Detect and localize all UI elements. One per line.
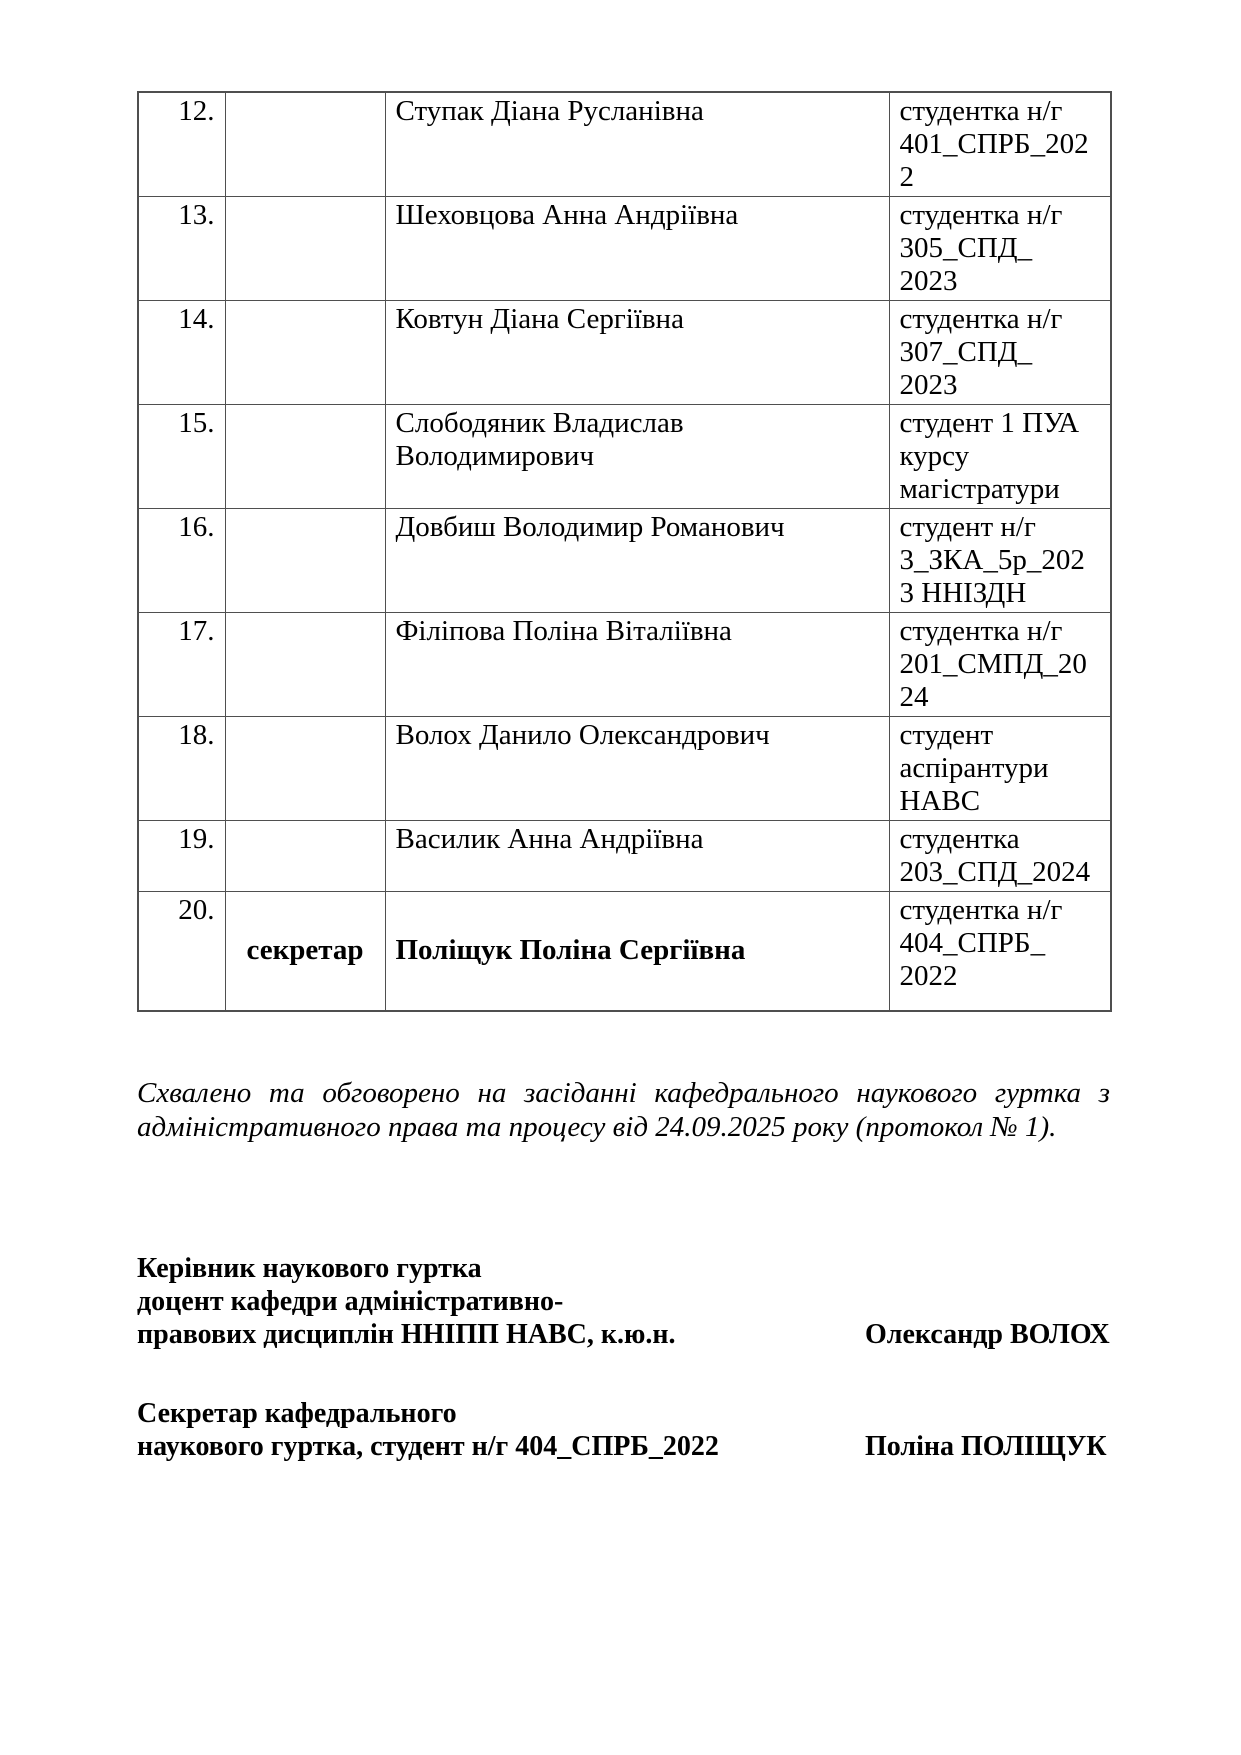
row-role-cell xyxy=(225,197,385,301)
row-group-cell: студент н/г 3_ЗКА_5р_202 3 ННІЗДН xyxy=(889,509,1111,613)
row-name-cell: Слободяник Владислав Володимирович xyxy=(385,405,889,509)
row-name-cell: Волох Данило Олександрович xyxy=(385,717,889,821)
signature-title xyxy=(137,1397,865,1463)
members-table-body xyxy=(138,92,1111,1011)
row-name-cell: Ковтун Діана Сергіївна xyxy=(385,301,889,405)
signature-name: Олександр ВОЛОХ xyxy=(865,1318,1110,1350)
row-number-cell: 17. xyxy=(138,613,225,717)
row-number-cell: 16. xyxy=(138,509,225,613)
row-number-cell: 15. xyxy=(138,405,225,509)
signature-row xyxy=(137,1252,1110,1351)
row-name-cell: Василик Анна Андріївна xyxy=(385,821,889,892)
row-role-cell xyxy=(225,613,385,717)
row-role-cell xyxy=(225,821,385,892)
row-name-cell: Ступак Діана Русланівна xyxy=(385,92,889,197)
row-name-cell: Філіпова Поліна Віталіївна xyxy=(385,613,889,717)
row-group-cell: студент аспірантури НАВС xyxy=(889,717,1111,821)
row-role-cell xyxy=(225,509,385,613)
members-table xyxy=(137,91,1112,1012)
row-role-cell: секретар xyxy=(225,892,385,1011)
row-number-cell: 13. xyxy=(138,197,225,301)
table-row xyxy=(138,717,1111,821)
table-row xyxy=(138,405,1111,509)
row-number-cell: 19. xyxy=(138,821,225,892)
signature-title-line: Секретар кафедрального xyxy=(137,1397,457,1429)
row-number-cell: 14. xyxy=(138,301,225,405)
signature-name: Поліна ПОЛІЩУК xyxy=(865,1430,1107,1462)
row-number-cell: 12. xyxy=(138,92,225,197)
signature-block xyxy=(137,1252,1110,1463)
row-name-cell: Довбиш Володимир Романович xyxy=(385,509,889,613)
row-number-cell: 18. xyxy=(138,717,225,821)
approval-note-line2: адміністративного права та процесу від 24.09.2025 року (протокол № 1). xyxy=(137,1110,1057,1143)
row-group-cell: студент 1 ПУА курсу магістратури xyxy=(889,405,1111,509)
row-name-cell: Поліщук Поліна Сергіївна xyxy=(385,892,889,1011)
row-role-cell xyxy=(225,717,385,821)
table-row xyxy=(138,92,1111,197)
row-role-cell xyxy=(225,301,385,405)
signature-row xyxy=(137,1397,1110,1463)
row-group-cell: студентка н/г 201_СМПД_20 24 xyxy=(889,613,1111,717)
table-row xyxy=(138,892,1111,1011)
approval-note xyxy=(137,1076,1110,1144)
row-group-cell: студентка н/г 401_СПРБ_202 2 xyxy=(889,92,1111,197)
table-row xyxy=(138,821,1111,892)
row-group-cell: студентка н/г 307_СПД_ 2023 xyxy=(889,301,1111,405)
table-row xyxy=(138,301,1111,405)
row-group-cell: студентка н/г 404_СПРБ_ 2022 xyxy=(889,892,1111,1011)
row-group-cell: студентка 203_СПД_2024 xyxy=(889,821,1111,892)
signature-title-line: Керівник наукового гуртка xyxy=(137,1252,482,1284)
table-row xyxy=(138,197,1111,301)
row-role-cell xyxy=(225,92,385,197)
row-group-cell: студентка н/г 305_СПД_ 2023 xyxy=(889,197,1111,301)
table-row xyxy=(138,613,1111,717)
approval-note-line1: Схвалено та обговорено на засіданні кафедрального наукового гуртка з xyxy=(137,1076,1110,1109)
row-number-cell: 20. xyxy=(138,892,225,1011)
document-content xyxy=(137,91,1110,1463)
signature-title xyxy=(137,1252,865,1351)
signature-title-line: наукового гуртка, студент н/г 404_СПРБ_2022 xyxy=(137,1430,719,1462)
table-row xyxy=(138,509,1111,613)
row-role-cell xyxy=(225,405,385,509)
signature-title-line: правових дисциплін ННІПП НАВС, к.ю.н. xyxy=(137,1318,676,1350)
signature-title-line: доцент кафедри адміністративно- xyxy=(137,1285,564,1317)
row-name-cell: Шеховцова Анна Андріївна xyxy=(385,197,889,301)
